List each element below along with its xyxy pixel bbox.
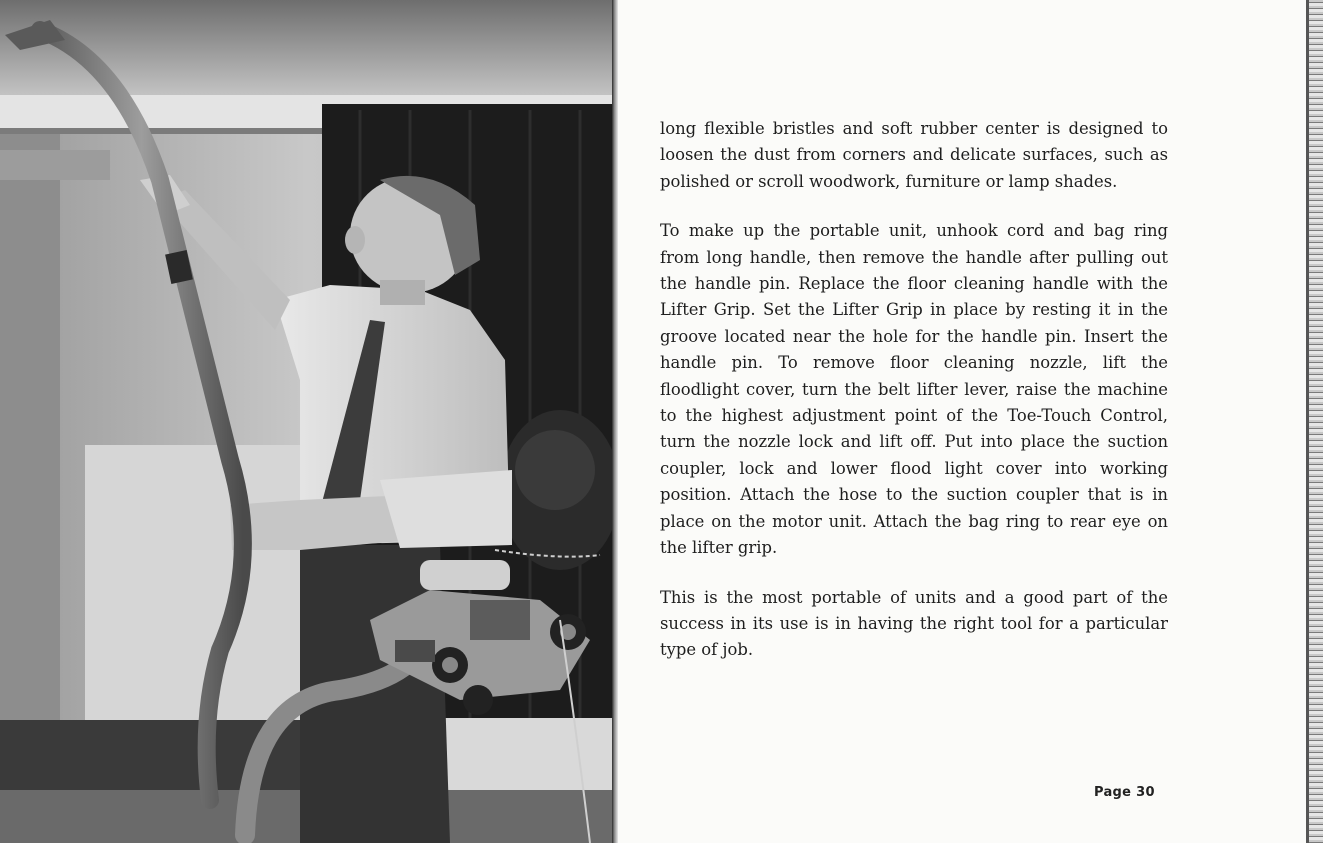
body-text xyxy=(660,116,1168,687)
page-number: Page 30 xyxy=(1094,785,1155,800)
photo-page xyxy=(0,0,614,843)
vacuum-photo xyxy=(0,0,614,843)
text-page xyxy=(618,0,1308,843)
paragraph: This is the most portable of units and a good part of the success in its use is in having the right tool for a particular type of job. xyxy=(660,587,1168,660)
paragraph: To make up the portable unit, unhook cord and bag ring from long handle, then remove the handle after pulling out the handle pin. Replace the floor cleaning handle with the Lifter Grip. Set the Lifter Grip in place by resting it in the groove located near the hole for the handle pin. Insert the handle pin. To remove floor cleaning nozzle, lift the floodlight cover, turn the belt lifter lever, raise the machine to the highest adjustment point of the Toe-Touch Control, turn the nozzle lock and lift off. Put into place the suction coupler, lock and lower flood light cover into working position. Attach the hose to the suction coupler that is in place on the motor unit. Attach the bag ring to rear eye on the lifter grip. xyxy=(660,221,1168,558)
book-edge xyxy=(1306,0,1323,843)
paragraph: long flexible bristles and soft rubber center is designed to loosen the dust from corners and delicate surfaces, such as polished or scroll woodwork, furniture or lamp shades. xyxy=(660,119,1168,191)
